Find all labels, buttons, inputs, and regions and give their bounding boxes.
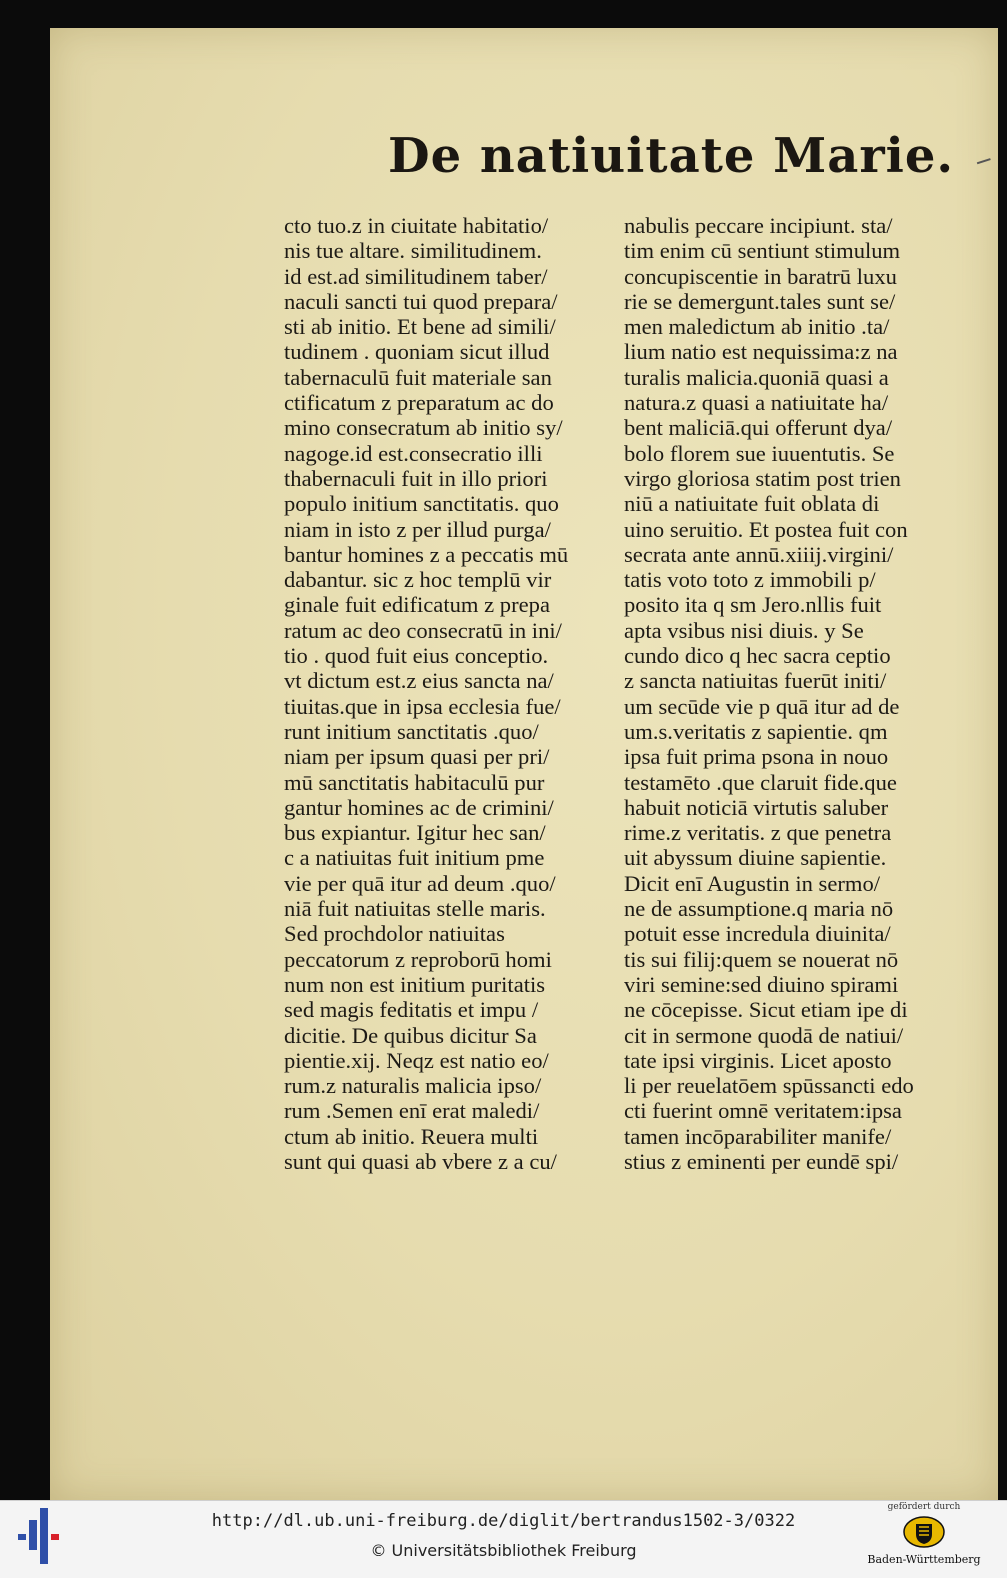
text-line: ratum ac deo consecratū in ini/ [284, 617, 562, 643]
text-line: tamen incōparabiliter manife/ [624, 1123, 892, 1149]
text-line: ctificatum z preparatum ac do [284, 390, 554, 416]
text-line: bent maliciā.qui offerunt dya/ [624, 415, 893, 441]
text-line: ctum ab initio. Reuera multi [284, 1123, 539, 1149]
text-line: mino consecratum ab initio sy/ [284, 415, 563, 441]
text-line: mū sanctitatis habitaculū pur [284, 769, 545, 795]
text-line: tio . quod fuit eius conceptio. [284, 643, 549, 669]
text-line: ginale fuit edificatum z prepa [284, 592, 550, 618]
text-line: um.s.veritatis z sapientie. qm [624, 718, 888, 744]
text-line: dabantur. sic z hoc templū vir [284, 567, 552, 593]
text-line: peccatorum z reproborū homi [284, 946, 552, 972]
text-line: concupiscentie in baratrū luxu [624, 263, 897, 289]
text-line: testamēto .que claruit fide.que [624, 769, 897, 795]
text-line: secrata ante annū.xiiij.virgini/ [624, 541, 894, 567]
text-line: tim enim cū sentiunt stimulum [624, 238, 901, 264]
text-line: cundo dico q hec sacra ceptio [624, 643, 891, 669]
text-line: lium natio est nequissima:z na [624, 339, 898, 365]
document-url[interactable]: http://dl.ub.uni-freiburg.de/diglit/bertrandus1502-3/0322 [211, 1511, 796, 1531]
text-line: sunt qui quasi ab vbere z a cu/ [284, 1148, 557, 1174]
text-line: dicitie. De quibus dicitur Sa [284, 1022, 537, 1048]
text-line: natura.z quasi a natiuitate ha/ [624, 390, 889, 416]
text-line: rum.z naturalis malicia ipso/ [284, 1073, 542, 1099]
text-line: rime.z veritatis. z que penetra [624, 820, 892, 846]
text-line: tabernaculū fuit materiale san [284, 364, 552, 390]
text-line: tiuitas.que in ipsa ecclesia fue/ [284, 693, 561, 719]
text-line: niam per ipsum quasi per pri/ [284, 744, 550, 770]
logo-bar-icon [51, 1534, 59, 1540]
text-line: virgo gloriosa statim post trien [624, 465, 901, 491]
text-line: thabernaculi fuit in illo priori [284, 465, 548, 491]
text-line: uit abyssum diuine sapientie. [624, 845, 887, 871]
text-line: tudinem . quoniam sicut illud [284, 339, 550, 365]
text-line: ne de assumptione.q maria nō [624, 896, 894, 922]
text-line: cto tuo.z in ciuitate habitatio/ [284, 213, 549, 238]
text-line: rie se demergunt.tales sunt se/ [624, 288, 896, 314]
text-line: stius z eminenti per eundē spi/ [624, 1148, 899, 1174]
text-line: c a natiuitas fuit initium pme [284, 845, 545, 871]
text-line: bus expiantur. Igitur hec san/ [284, 820, 546, 846]
text-line: habuit noticiā virtutis saluber [624, 794, 889, 820]
sponsor-label: gefördert durch [887, 1502, 961, 1512]
text-line: rum .Semen enī erat maledi/ [284, 1098, 540, 1124]
text-line: li per reuelatōem spūssancti edo [624, 1073, 914, 1099]
left-text-column [284, 213, 610, 1174]
text-line: niū a natiuitate fuit oblata di [624, 491, 880, 517]
text-line: men maledictum ab initio .ta/ [624, 314, 890, 340]
text-line: bantur homines z a peccatis mū [284, 541, 569, 567]
text-line: ipsa fuit prima psona in nouo [624, 744, 889, 770]
text-line: naculi sancti tui quod prepara/ [284, 288, 558, 314]
text-line: potuit esse incredula diuinita/ [624, 921, 891, 947]
text-line: um secūde vie p quā itur ad de [624, 693, 900, 719]
text-line: id est.ad similitudinem taber/ [284, 263, 548, 289]
text-line: populo initium sanctitatis. quo [284, 491, 559, 517]
copyright-notice: © Universitätsbibliothek Freiburg [370, 1541, 637, 1560]
text-line: Dicit enī Augustin in sermo/ [624, 870, 881, 896]
text-line: pientie.xij. Neqz est natio eo/ [284, 1047, 549, 1073]
text-line: runt initium sanctitatis .quo/ [284, 718, 539, 744]
text-line: z sancta natiuitas fuerūt initi/ [624, 668, 887, 694]
text-line: nabulis peccare incipiunt. sta/ [624, 213, 893, 238]
logo-bar-icon [18, 1534, 26, 1540]
text-line: num non est initium puritatis [284, 971, 546, 997]
text-line: turalis malicia.quoniā quasi a [624, 364, 889, 390]
text-line: cti fuerint omnē veritatem:ipsa [624, 1098, 902, 1124]
text-line: ne cōcepisse. Sicut etiam ipe di [624, 997, 908, 1023]
text-line: uino seruitio. Et postea fuit con [624, 516, 908, 542]
page-header: De natiuitate Marie. [388, 128, 955, 184]
text-line: Sed prochdolor natiuitas [284, 921, 505, 947]
text-line: gantur homines ac de crimini/ [284, 794, 554, 820]
text-line: cit in sermone quodā de natiui/ [624, 1022, 904, 1048]
text-line: vie per quā itur ad deum .quo/ [284, 870, 556, 896]
text-line: nis tue altare. similitudinem. [284, 238, 542, 264]
right-text-column [624, 213, 942, 1174]
text-line: bolo florem sue iuuentutis. Se [624, 440, 895, 466]
text-line: sti ab initio. Et bene ad simili/ [284, 314, 556, 340]
sponsor-name: Baden-Württemberg [867, 1553, 981, 1566]
text-line: niā fuit natiuitas stelle maris. [284, 896, 546, 922]
text-line: nagoge.id est.consecratio illi [284, 440, 543, 466]
text-line: niam in isto z per illud purga/ [284, 516, 551, 542]
baden-wuerttemberg-emblem-icon [902, 1516, 946, 1548]
text-line: viri semine:sed diuino spirami [624, 971, 899, 997]
text-line: posito ita q sm Jero.nllis fuit [624, 592, 882, 618]
text-line: tatis voto toto z immobili p/ [624, 567, 876, 593]
text-line: apta vsibus nisi diuis. y Se [624, 617, 864, 643]
text-line: tis sui filij:quem se nouerat nō [624, 946, 899, 972]
text-line: tate ipsi virginis. Licet aposto [624, 1047, 892, 1073]
text-line: vt dictum est.z eius sancta na/ [284, 668, 554, 694]
text-line: sed magis feditatis et impu / [284, 997, 539, 1023]
